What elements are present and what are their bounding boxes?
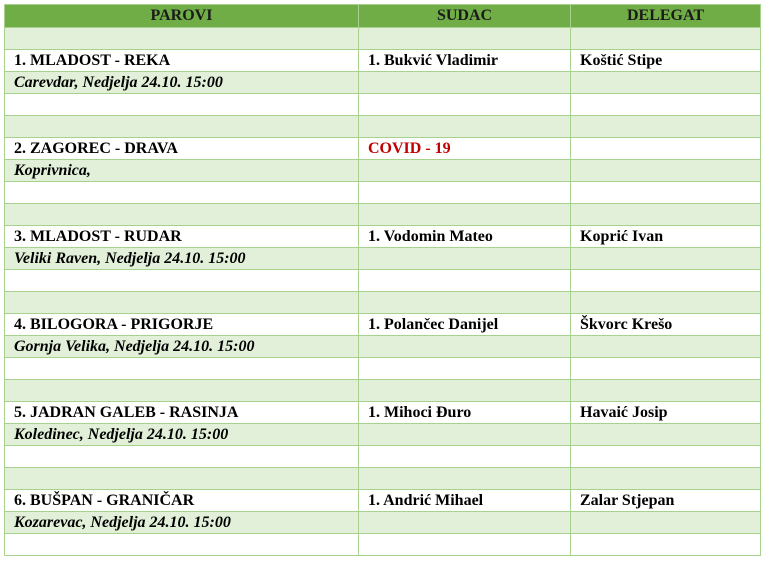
spacer-row: [5, 28, 761, 50]
match-delegate: Havaić Josip: [571, 402, 761, 424]
match-delegate: Škvorc Krešo: [571, 314, 761, 336]
venue-row: [5, 424, 761, 446]
venue-row: [5, 336, 761, 358]
venue-row: [5, 512, 761, 534]
match-delegate: Koštić Stipe: [571, 50, 761, 72]
match-delegate: Zalar Stjepan: [571, 490, 761, 512]
match-delegate: [571, 138, 761, 160]
header-sudac: SUDAC: [359, 5, 571, 28]
header-delegat: DELEGAT: [571, 5, 761, 28]
match-venue: Veliki Raven, Nedjelja 24.10. 15:00: [5, 248, 359, 270]
venue-row: [5, 160, 761, 182]
match-referee: 1. Andrić Mihael: [359, 490, 571, 512]
match-referee: 1. Mihoci Đuro: [359, 402, 571, 424]
spacer-row: [5, 270, 761, 292]
match-row: [5, 490, 761, 512]
spacer-row: [5, 534, 761, 556]
header-row: [5, 5, 761, 28]
schedule-table: [4, 4, 761, 556]
spacer-row: [5, 94, 761, 116]
spacer-row: [5, 358, 761, 380]
spacer-row: [5, 182, 761, 204]
spacer-row: [5, 292, 761, 314]
spacer-row: [5, 468, 761, 490]
venue-row: [5, 72, 761, 94]
match-referee: 1. Polančec Danijel: [359, 314, 571, 336]
match-row: [5, 402, 761, 424]
match-pair: 2. ZAGOREC - DRAVA: [5, 138, 359, 160]
venue-row: [5, 248, 761, 270]
match-venue: Gornja Velika, Nedjelja 24.10. 15:00: [5, 336, 359, 358]
match-row: [5, 138, 761, 160]
match-referee: COVID - 19: [359, 138, 571, 160]
match-row: [5, 226, 761, 248]
spacer-row: [5, 116, 761, 138]
match-pair: 3. MLADOST - RUDAR: [5, 226, 359, 248]
match-row: [5, 314, 761, 336]
match-referee: 1. Bukvić Vladimir: [359, 50, 571, 72]
match-delegate: Koprić Ivan: [571, 226, 761, 248]
match-venue: Koprivnica,: [5, 160, 359, 182]
match-venue: Koledinec, Nedjelja 24.10. 15:00: [5, 424, 359, 446]
match-pair: 5. JADRAN GALEB - RASINJA: [5, 402, 359, 424]
spacer-row: [5, 380, 761, 402]
match-pair: 6. BUŠPAN - GRANIČAR: [5, 490, 359, 512]
header-parovi: PAROVI: [5, 5, 359, 28]
match-venue: Carevdar, Nedjelja 24.10. 15:00: [5, 72, 359, 94]
spacer-row: [5, 446, 761, 468]
match-referee: 1. Vodomin Mateo: [359, 226, 571, 248]
match-pair: 1. MLADOST - REKA: [5, 50, 359, 72]
match-pair: 4. BILOGORA - PRIGORJE: [5, 314, 359, 336]
match-row: [5, 50, 761, 72]
match-venue: Kozarevac, Nedjelja 24.10. 15:00: [5, 512, 359, 534]
spacer-row: [5, 204, 761, 226]
